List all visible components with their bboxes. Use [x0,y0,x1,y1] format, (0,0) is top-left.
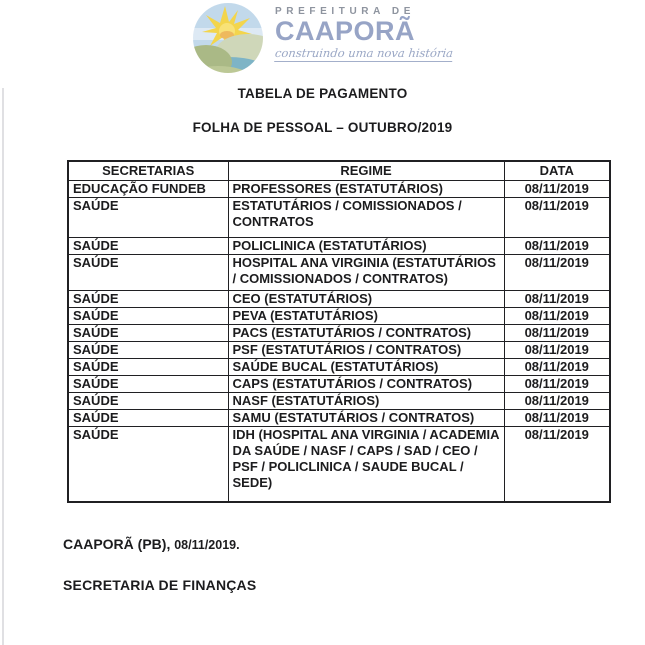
cell-secretaria: SAÚDE [68,255,228,291]
logo [0,0,645,74]
column-header-data: DATA [504,161,610,181]
cell-data: 08/11/2019 [504,238,610,255]
logo-org-small: PREFEITURA DE [275,6,416,17]
cell-data: 08/11/2019 [504,359,610,376]
table-row [68,427,610,502]
cell-regime: PACS (ESTATUTÁRIOS / CONTRATOS) [228,325,504,342]
cell-regime: ESTATUTÁRIOS / COMISSIONADOS / CONTRATOS [228,198,504,238]
cell-regime: SAÚDE BUCAL (ESTATUTÁRIOS) [228,359,504,376]
logo-org-name: CAAPORÃ [275,16,416,46]
cell-regime: SAMU (ESTATUTÁRIOS / CONTRATOS) [228,410,504,427]
column-header-secretarias: SECRETARIAS [68,161,228,181]
table-row [68,325,610,342]
cell-data: 08/11/2019 [504,410,610,427]
cell-regime: NASF (ESTATUTÁRIOS) [228,393,504,410]
table-row [68,359,610,376]
table-row [68,393,610,410]
footer-place-date [63,536,240,552]
cell-secretaria: SAÚDE [68,359,228,376]
payment-table [67,160,611,503]
cell-regime: CEO (ESTATUTÁRIOS) [228,291,504,308]
cell-data: 08/11/2019 [504,255,610,291]
cell-regime: PROFESSORES (ESTATUTÁRIOS) [228,181,504,198]
cell-data: 08/11/2019 [504,181,610,198]
cell-data: 08/11/2019 [504,427,610,502]
payment-table-body [68,181,610,502]
cell-secretaria: SAÚDE [68,198,228,238]
cell-secretaria: EDUCAÇÃO FUNDEB [68,181,228,198]
cell-secretaria: SAÚDE [68,410,228,427]
table-header-row [68,161,610,181]
cell-regime: CAPS (ESTATUTÁRIOS / CONTRATOS) [228,376,504,393]
cell-secretaria: SAÚDE [68,376,228,393]
table-row [68,198,610,238]
cell-secretaria: SAÚDE [68,291,228,308]
scan-edge-line [2,88,4,645]
cell-regime: PEVA (ESTATUTÁRIOS) [228,308,504,325]
cell-data: 08/11/2019 [504,308,610,325]
cell-regime: IDH (HOSPITAL ANA VIRGINIA / ACADEMIA DA SAÚDE / NASF / CAPS / SAD / CEO / PSF / POLICLINICA / SAUDE BUCAL / SEDE) [228,427,504,502]
cell-secretaria: SAÚDE [68,427,228,502]
cell-data: 08/11/2019 [504,291,610,308]
cell-data: 08/11/2019 [504,342,610,359]
cell-regime: PSF (ESTATUTÁRIOS / CONTRATOS) [228,342,504,359]
column-header-regime: REGIME [228,161,504,181]
cell-secretaria: SAÚDE [68,342,228,359]
cell-secretaria: SAÚDE [68,238,228,255]
table-row [68,308,610,325]
footer-date: 08/11/2019. [174,538,240,552]
table-row [68,181,610,198]
page-subtitle: FOLHA DE PESSOAL – OUTUBRO/2019 [192,120,453,135]
table-row [68,255,610,291]
logo-slogan: construindo uma nova história [274,46,454,60]
page-title: TABELA DE PAGAMENTO [237,86,408,101]
table-row [68,291,610,308]
footer-department: SECRETARIA DE FINANÇAS [63,577,257,593]
footer-place: CAAPORÃ (PB), [63,536,171,552]
cell-regime: POLICLINICA (ESTATUTÁRIOS) [228,238,504,255]
logo-text [275,6,453,62]
city-emblem-icon [192,2,264,74]
cell-data: 08/11/2019 [504,198,610,238]
cell-secretaria: SAÚDE [68,308,228,325]
table-row [68,376,610,393]
cell-secretaria: SAÚDE [68,325,228,342]
cell-data: 08/11/2019 [504,325,610,342]
cell-secretaria: SAÚDE [68,393,228,410]
table-row [68,342,610,359]
table-row [68,410,610,427]
cell-regime: HOSPITAL ANA VIRGINIA (ESTATUTÁRIOS / COMISSIONADOS / CONTRATOS) [228,255,504,291]
cell-data: 08/11/2019 [504,376,610,393]
table-row [68,238,610,255]
cell-data: 08/11/2019 [504,393,610,410]
